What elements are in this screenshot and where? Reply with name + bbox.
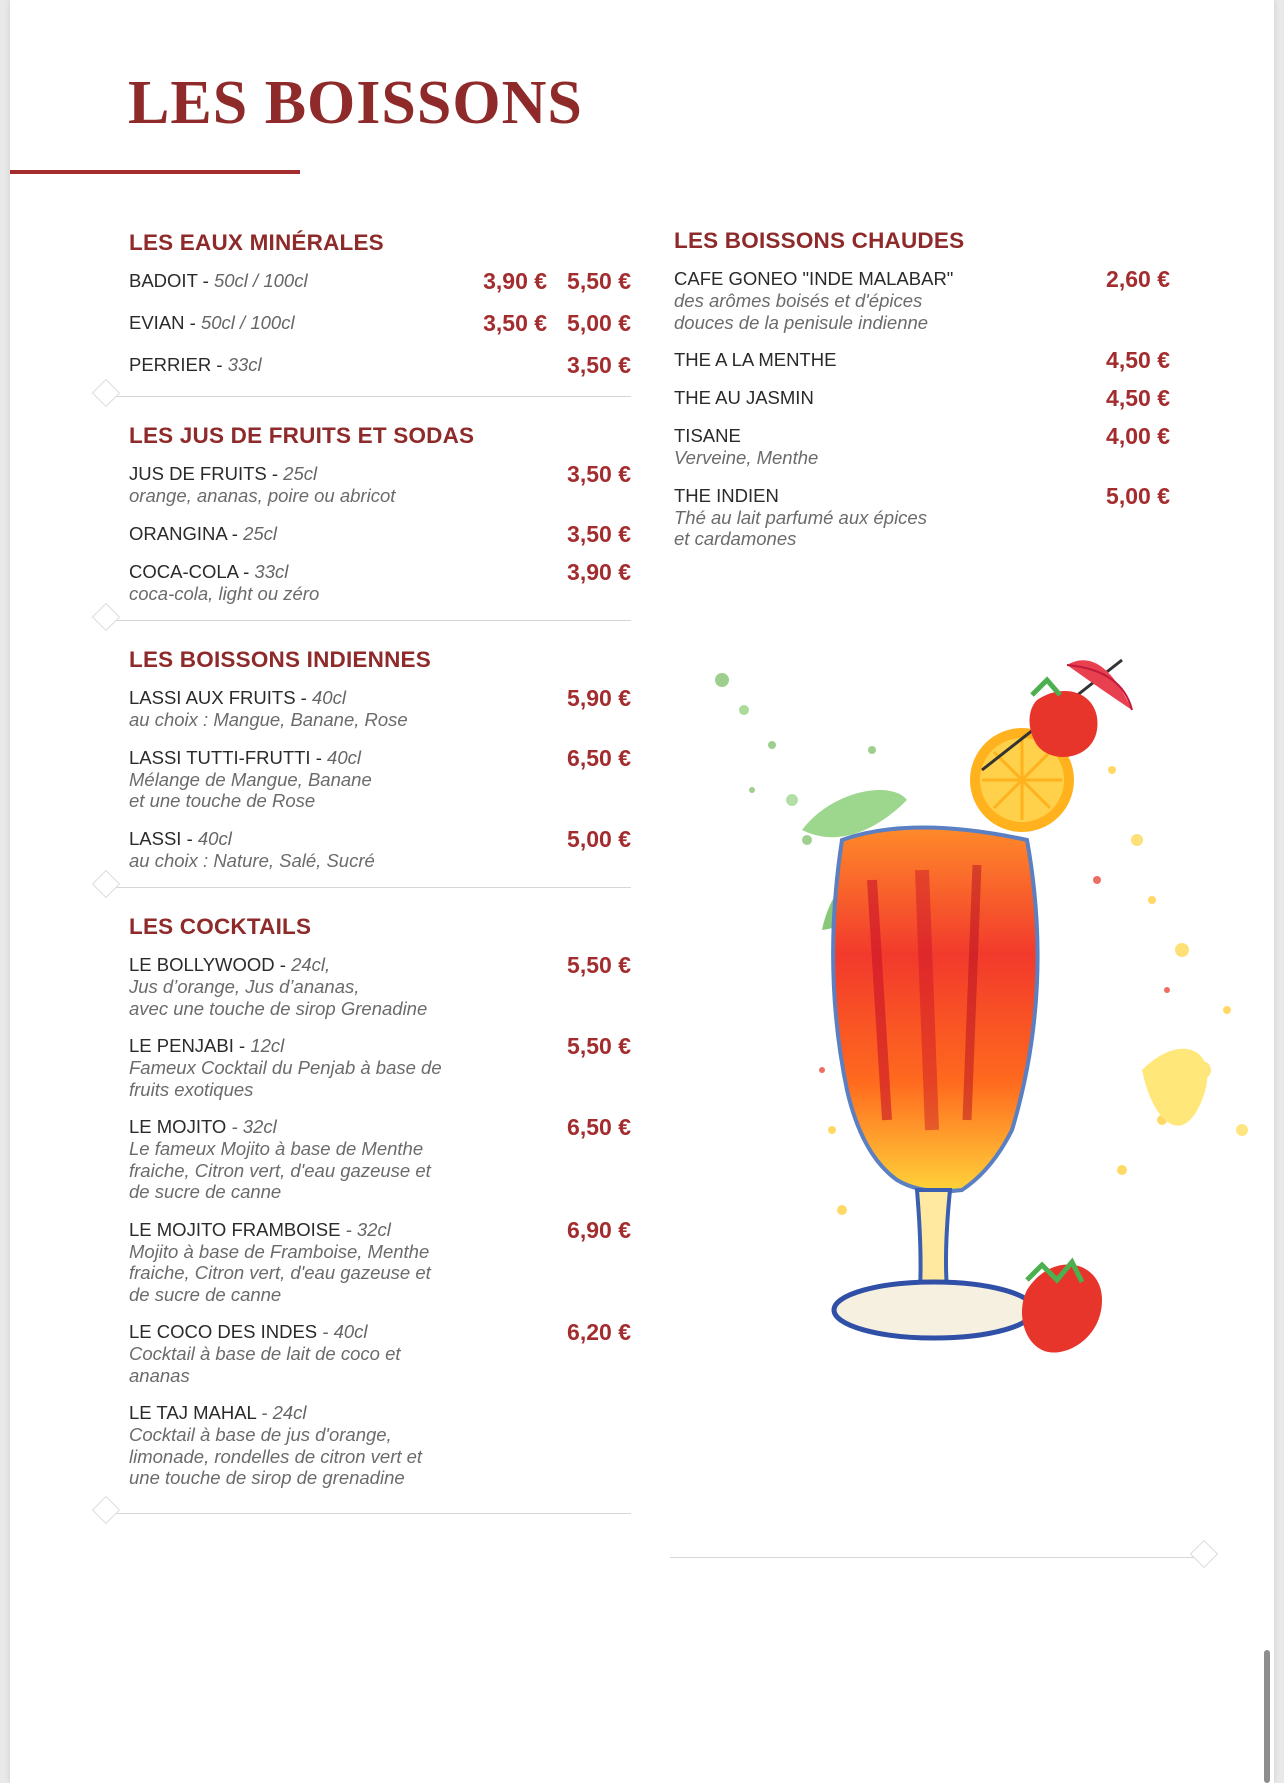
item-volume: - 40cl bbox=[322, 1321, 368, 1342]
item-name-line bbox=[129, 270, 483, 292]
menu-item bbox=[129, 1216, 631, 1306]
item-prices bbox=[567, 520, 631, 547]
vertical-scrollbar[interactable] bbox=[1264, 1650, 1270, 1783]
menu-item-text bbox=[129, 270, 483, 292]
item-price: 4,50 € bbox=[1106, 347, 1170, 373]
menu-item-text bbox=[129, 463, 567, 507]
item-name: THE A LA MENTHE bbox=[674, 349, 837, 370]
item-price: 5,90 € bbox=[567, 685, 631, 711]
item-name: LE MOJITO FRAMBOISE bbox=[129, 1218, 346, 1240]
divider-diamond bbox=[92, 603, 120, 631]
item-price: 4,00 € bbox=[1106, 423, 1170, 449]
menu-item bbox=[674, 482, 1170, 550]
item-name: JUS DE FRUITS - bbox=[129, 463, 284, 484]
item-name: LE MOJITO bbox=[129, 1116, 232, 1137]
menu-item-text bbox=[129, 1035, 567, 1100]
section-title: LES COCKTAILS bbox=[129, 914, 312, 939]
item-prices bbox=[483, 270, 631, 292]
menu-item-text bbox=[129, 1402, 631, 1489]
item-name: LASSI TUTTI-FRUTTI - bbox=[129, 746, 328, 768]
item-name-line bbox=[129, 1116, 567, 1138]
item-name: LE BOLLYWOOD - bbox=[129, 954, 292, 975]
menu-item bbox=[674, 425, 1170, 469]
section-divider bbox=[96, 1513, 631, 1514]
item-volume: 40cl bbox=[327, 746, 361, 768]
title-underline bbox=[10, 170, 300, 174]
menu-item bbox=[129, 1116, 631, 1203]
menu-item bbox=[129, 270, 631, 292]
item-prices bbox=[567, 1321, 631, 1343]
item-price: 5,00 € bbox=[567, 310, 631, 336]
section-divider bbox=[96, 396, 631, 397]
item-name-line bbox=[129, 828, 567, 850]
item-prices bbox=[1106, 268, 1170, 290]
menu-item-text bbox=[129, 1116, 567, 1203]
menu-item-text bbox=[129, 1321, 567, 1386]
menu-item-text bbox=[674, 268, 1106, 333]
item-prices bbox=[567, 954, 631, 976]
menu-item bbox=[674, 268, 1170, 333]
menu-item-text bbox=[674, 349, 1106, 371]
item-volume: 25cl bbox=[243, 522, 278, 544]
menu-item bbox=[129, 825, 631, 872]
menu-item-text bbox=[129, 954, 567, 1019]
menu-section bbox=[129, 914, 631, 1514]
divider-diamond bbox=[92, 870, 120, 898]
divider-diamond bbox=[92, 1495, 120, 1523]
item-name-line bbox=[129, 523, 567, 545]
menu-section bbox=[129, 423, 631, 621]
right-column bbox=[674, 228, 1170, 566]
divider-diamond bbox=[92, 379, 120, 407]
menu-item bbox=[674, 349, 1170, 371]
item-price: 5,50 € bbox=[567, 268, 631, 294]
item-description: Mojito à base de Framboise, Menthe fraiche, Citron vert, d'eau gazeuse et de sucre de canne bbox=[129, 1240, 431, 1305]
menu-item-text bbox=[129, 687, 567, 731]
item-description: Thé au lait parfumé aux épices et cardamones bbox=[674, 506, 927, 549]
section-title: LES EAUX MINÉRALES bbox=[129, 230, 384, 255]
item-name-line bbox=[674, 268, 1106, 290]
item-volume: 40cl bbox=[312, 687, 346, 708]
left-column bbox=[129, 230, 631, 1540]
item-price: 3,90 € bbox=[483, 268, 548, 294]
item-price: 5,50 € bbox=[567, 1033, 631, 1059]
item-description: Jus d’orange, Jus d’ananas, avec une touche de sirop Grenadine bbox=[129, 976, 428, 1019]
item-prices bbox=[567, 1216, 631, 1243]
item-price: 6,50 € bbox=[567, 744, 631, 771]
item-name-line bbox=[129, 954, 567, 976]
item-prices bbox=[567, 825, 631, 852]
item-name: COCA-COLA - bbox=[129, 560, 255, 582]
item-volume: 50cl / 100cl bbox=[200, 312, 295, 333]
item-name: BADOIT - bbox=[129, 270, 214, 291]
menu-item-text bbox=[129, 1219, 567, 1306]
item-volume: 33cl bbox=[227, 354, 262, 375]
item-name-line bbox=[129, 463, 567, 485]
menu-section bbox=[129, 230, 631, 397]
item-prices bbox=[567, 354, 631, 376]
item-price: 5,50 € bbox=[567, 952, 631, 978]
item-price: 6,20 € bbox=[567, 1319, 631, 1345]
item-description: des arômes boisés et d'épices douces de la penisule indienne bbox=[674, 290, 929, 333]
menu-section bbox=[674, 228, 1170, 550]
item-name: THE INDIEN bbox=[674, 484, 779, 506]
menu-item-text bbox=[129, 523, 567, 545]
menu-item bbox=[129, 354, 631, 376]
item-price: 6,90 € bbox=[567, 1216, 631, 1243]
menu-item bbox=[129, 1402, 631, 1489]
item-prices bbox=[567, 687, 631, 709]
item-name-line bbox=[129, 687, 567, 709]
item-description: Cocktail à base de lait de coco et ananas bbox=[129, 1343, 401, 1386]
item-name-line bbox=[674, 349, 1106, 371]
item-volume: 24cl, bbox=[291, 954, 331, 975]
item-prices bbox=[1106, 387, 1170, 409]
menu-item bbox=[129, 1035, 631, 1100]
item-description: Mélange de Mangue, Banane et une touche de Rose bbox=[129, 768, 372, 811]
item-name-line bbox=[674, 485, 1106, 507]
item-price: 3,90 € bbox=[567, 558, 631, 585]
item-price: 3,50 € bbox=[567, 461, 631, 487]
item-name: LE TAJ MAHAL bbox=[129, 1402, 262, 1423]
item-prices bbox=[567, 744, 631, 771]
item-name: CAFE GONEO "INDE MALABAR" bbox=[674, 268, 954, 289]
section-title: LES JUS DE FRUITS ET SODAS bbox=[129, 423, 475, 448]
menu-item-text bbox=[674, 387, 1106, 409]
item-prices bbox=[567, 1116, 631, 1138]
item-volume: - 32cl bbox=[345, 1218, 391, 1240]
item-volume: 12cl bbox=[250, 1035, 285, 1056]
item-description: Verveine, Menthe bbox=[674, 447, 819, 468]
bottom-right-divider bbox=[670, 1557, 1200, 1558]
section-title: LES BOISSONS INDIENNES bbox=[129, 647, 431, 672]
section-divider bbox=[96, 620, 631, 621]
item-name: TISANE bbox=[674, 425, 741, 446]
item-price: 4,50 € bbox=[1106, 385, 1170, 411]
item-prices bbox=[567, 463, 631, 485]
item-prices bbox=[1106, 349, 1170, 371]
item-name-line bbox=[129, 354, 567, 376]
item-prices bbox=[483, 312, 631, 334]
item-volume: - 24cl bbox=[261, 1402, 307, 1423]
page-title: LES BOISSONS bbox=[128, 69, 583, 137]
menu-item-text bbox=[129, 747, 567, 812]
section-divider bbox=[96, 887, 631, 888]
menu-item bbox=[129, 312, 631, 334]
item-price: 5,00 € bbox=[567, 825, 631, 852]
item-name-line bbox=[129, 1035, 567, 1057]
item-prices bbox=[1106, 425, 1170, 447]
item-price: 3,50 € bbox=[567, 352, 631, 378]
item-name-line bbox=[129, 747, 567, 769]
item-name-line bbox=[674, 425, 1106, 447]
item-description: orange, ananas, poire ou abricot bbox=[129, 485, 396, 506]
item-name: LE PENJABI - bbox=[129, 1035, 251, 1056]
item-name: LASSI AUX FRUITS - bbox=[129, 687, 312, 708]
cocktail-illustration bbox=[682, 650, 1262, 1420]
item-name: ORANGINA - bbox=[129, 522, 244, 544]
item-price: 3,50 € bbox=[567, 520, 631, 547]
menu-item-text bbox=[129, 312, 483, 334]
menu-item-text bbox=[129, 828, 567, 872]
item-volume: 25cl bbox=[283, 463, 318, 484]
menu-item-text bbox=[674, 485, 1106, 550]
item-description: Fameux Cocktail du Penjab à base de fruits exotiques bbox=[129, 1057, 442, 1100]
item-name-line bbox=[129, 1402, 631, 1424]
menu-section bbox=[129, 647, 631, 888]
item-prices bbox=[567, 1035, 631, 1057]
item-volume: 33cl bbox=[254, 560, 289, 582]
item-volume: - 32cl bbox=[231, 1116, 277, 1137]
item-description: Cocktail à base de jus d'orange, limonade, rondelles de citron vert et une touche de sirop de grenadine bbox=[129, 1424, 423, 1488]
menu-item bbox=[129, 463, 631, 507]
item-prices bbox=[567, 558, 631, 585]
menu-item-text bbox=[674, 425, 1106, 469]
item-name-line bbox=[129, 312, 483, 334]
divider-diamond bbox=[1190, 1540, 1218, 1568]
menu-item bbox=[129, 744, 631, 812]
item-name: PERRIER - bbox=[129, 354, 228, 375]
item-name: LASSI - bbox=[129, 827, 198, 849]
item-description: au choix : Mangue, Banane, Rose bbox=[129, 709, 408, 730]
menu-item bbox=[129, 954, 631, 1019]
menu-item bbox=[674, 387, 1170, 409]
item-name-line bbox=[129, 561, 567, 583]
menu-page bbox=[10, 0, 1274, 1783]
item-name-line bbox=[674, 387, 1106, 409]
menu-item bbox=[129, 520, 631, 547]
item-description: au choix : Nature, Salé, Sucré bbox=[129, 849, 375, 871]
item-volume: 50cl / 100cl bbox=[213, 270, 308, 291]
menu-item bbox=[129, 558, 631, 605]
item-price: 2,60 € bbox=[1106, 266, 1170, 292]
item-name: LE COCO DES INDES bbox=[129, 1321, 323, 1342]
section-title: LES BOISSONS CHAUDES bbox=[674, 228, 965, 253]
item-prices bbox=[1106, 482, 1170, 509]
item-name-line bbox=[129, 1219, 567, 1241]
menu-item-text bbox=[129, 561, 567, 605]
item-name: EVIAN - bbox=[129, 312, 201, 333]
menu-item bbox=[129, 687, 631, 731]
item-description: coca-cola, light ou zéro bbox=[129, 582, 320, 604]
item-price: 5,00 € bbox=[1106, 482, 1170, 509]
item-volume: 40cl bbox=[197, 827, 232, 849]
item-price: 3,50 € bbox=[483, 310, 548, 336]
item-description: Le fameux Mojito à base de Menthe fraiche, Citron vert, d'eau gazeuse et de sucre de canne bbox=[129, 1138, 431, 1202]
menu-item bbox=[129, 1321, 631, 1386]
item-price: 6,50 € bbox=[567, 1114, 631, 1140]
item-name-line bbox=[129, 1321, 567, 1343]
menu-item-text bbox=[129, 354, 567, 376]
item-name: THE AU JASMIN bbox=[674, 387, 814, 408]
